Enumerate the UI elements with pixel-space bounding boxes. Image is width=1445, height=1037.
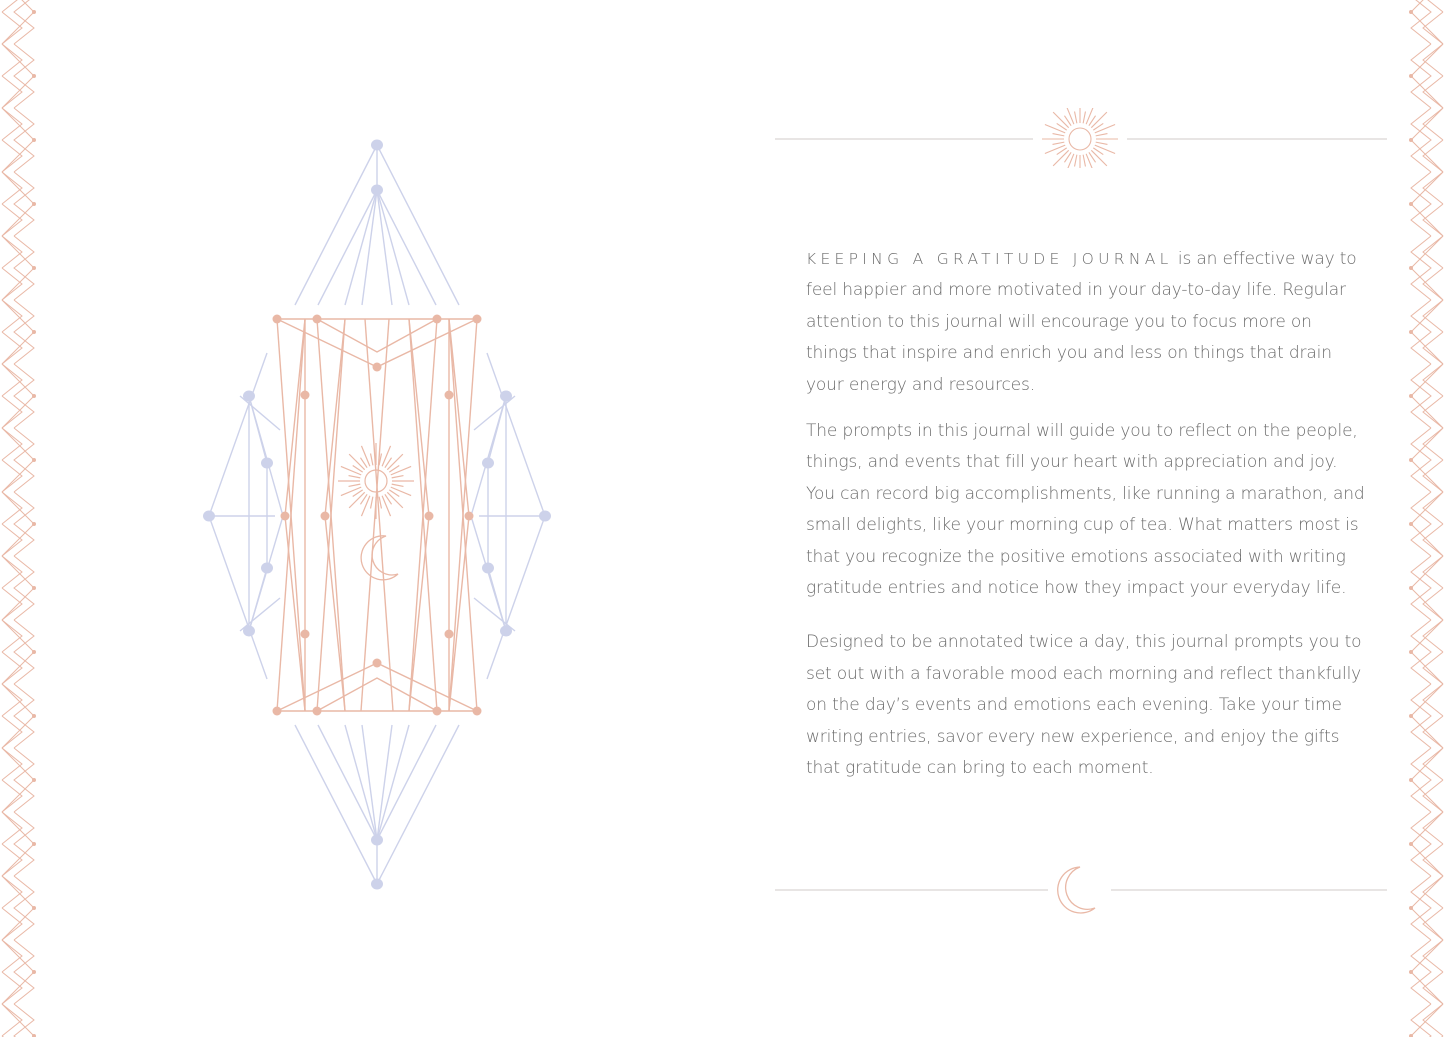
geometric-crystal-illustration: [190, 130, 562, 900]
top-sun-divider: [775, 108, 1387, 168]
sun-icon: [1042, 108, 1118, 168]
left-geometric-border: [0, 0, 40, 1037]
crescent-moon-icon: [361, 536, 398, 580]
intro-paragraph-1: [806, 244, 1366, 401]
right-geometric-border: [1405, 0, 1445, 1037]
crescent-moon-icon: [1058, 867, 1095, 913]
intro-paragraph-1-body: is an effective way to feel happier and more motivated in your day-to-day life. Regular attention to this journal will encourage you to focus more on things that inspire and enrich you and less on things that drain your energy and resources.: [806, 249, 1357, 395]
introduction-text: [806, 244, 1366, 785]
bottom-moon-divider: [775, 860, 1387, 920]
intro-paragraph-2: The prompts in this journal will guide you to reflect on the people, things, and events that fill your heart with appreciation and joy. You can record big accomplishments, like running a marathon, and small delights, like your morning cup of tea. What matters most is that you recognize the positive emotions associated with writing gratitude entries and notice how they impact your everyday life.: [806, 421, 1365, 599]
lead-in-heading: KEEPING A GRATITUDE JOURNAL: [806, 250, 1173, 268]
intro-paragraph-3: Designed to be annotated twice a day, this journal prompts you to set out with a favorable mood each morning and reflect thankfully on the day’s events and emotions each evening. Take your time writing entries, savor every new experience, and enjoy the gifts that gratitude can bring to each moment.: [806, 632, 1362, 779]
